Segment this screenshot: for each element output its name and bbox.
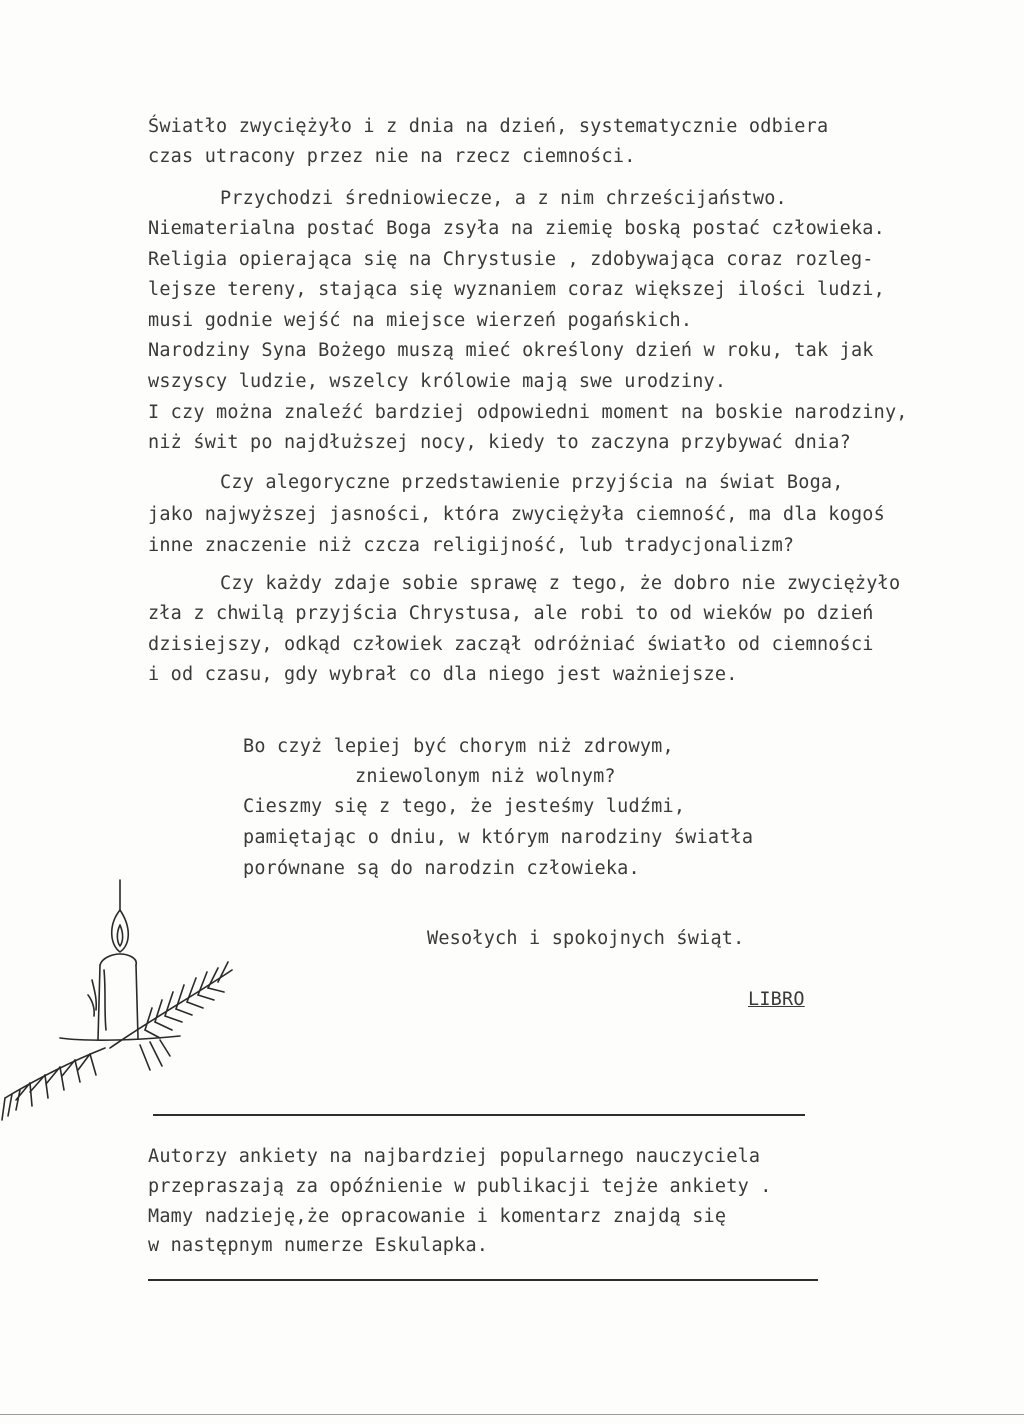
candle-with-pine-branch-icon bbox=[0, 870, 240, 1130]
greeting: Wesołych i spokojnych świąt. bbox=[427, 928, 745, 949]
text-line: Religia opierająca się na Chrystusie , zdobywająca coraz rozleg- bbox=[148, 249, 874, 270]
text-line: i od czasu, gdy wybrał co dla niego jest ważniejsze. bbox=[148, 664, 738, 685]
separator-rule-top bbox=[153, 1114, 805, 1116]
text-line: zła z chwilą przyjścia Chrystusa, ale robi to od wieków po dzień bbox=[148, 603, 874, 624]
separator-rule-bottom bbox=[148, 1279, 818, 1281]
text-line: niż świt po najdłuższej nocy, kiedy to zaczyna przybywać dnia? bbox=[148, 432, 851, 453]
notice-line: Autorzy ankiety na najbardziej popularnego nauczyciela bbox=[148, 1146, 761, 1167]
text-line: I czy można znaleźć bardziej odpowiedni moment na boskie narodziny, bbox=[148, 402, 908, 423]
text-line: Niematerialna postać Boga zsyła na ziemię boską postać człowieka. bbox=[148, 218, 885, 239]
text-line: inne znaczenie niż czcza religijność, lub tradycjonalizm? bbox=[148, 535, 795, 556]
text-line: Narodziny Syna Bożego muszą mieć określony dzień w roku, tak jak bbox=[148, 340, 874, 361]
verse-line: Cieszmy się z tego, że jesteśmy ludźmi, bbox=[243, 796, 686, 817]
text-line: Przychodzi średniowiecze, a z nim chrześcijaństwo. bbox=[220, 188, 787, 209]
notice-line: Mamy nadzieję,że opracowanie i komentarz znajdą się bbox=[148, 1206, 727, 1227]
scan-edge bbox=[0, 1414, 1024, 1415]
verse-line: porównane są do narodzin człowieka. bbox=[243, 858, 640, 879]
notice-line: przepraszają za opóźnienie w publikacji tejże ankiety . bbox=[148, 1176, 772, 1197]
notice-line: w następnym numerze Eskulapka. bbox=[148, 1235, 489, 1256]
verse-line: zniewolonym niż wolnym? bbox=[355, 766, 616, 787]
text-line: jako najwyższej jasności, która zwyciężyła ciemność, ma dla kogoś bbox=[148, 504, 885, 525]
text-line: Światło zwyciężyło i z dnia na dzień, systematycznie odbiera bbox=[148, 116, 829, 137]
text-line: musi godnie wejść na miejsce wierzeń pogańskich. bbox=[148, 310, 693, 331]
text-line: lejsze tereny, stająca się wyznaniem coraz większej ilości ludzi, bbox=[148, 279, 885, 300]
text-line: czas utracony przez nie na rzecz ciemności. bbox=[148, 146, 636, 167]
signature: LIBRO bbox=[748, 989, 805, 1010]
verse-line: Bo czyż lepiej być chorym niż zdrowym, bbox=[243, 736, 674, 757]
verse-line: pamiętając o dniu, w którym narodziny światła bbox=[243, 827, 754, 848]
text-line: Czy alegoryczne przedstawienie przyjścia na świat Boga, bbox=[220, 472, 844, 493]
text-line: Czy każdy zdaje sobie sprawę z tego, że dobro nie zwyciężyło bbox=[220, 573, 901, 594]
text-line: dzisiejszy, odkąd człowiek zaczął odróżniać światło od ciemności bbox=[148, 634, 874, 655]
text-line: wszyscy ludzie, wszelcy królowie mają swe urodziny. bbox=[148, 371, 727, 392]
